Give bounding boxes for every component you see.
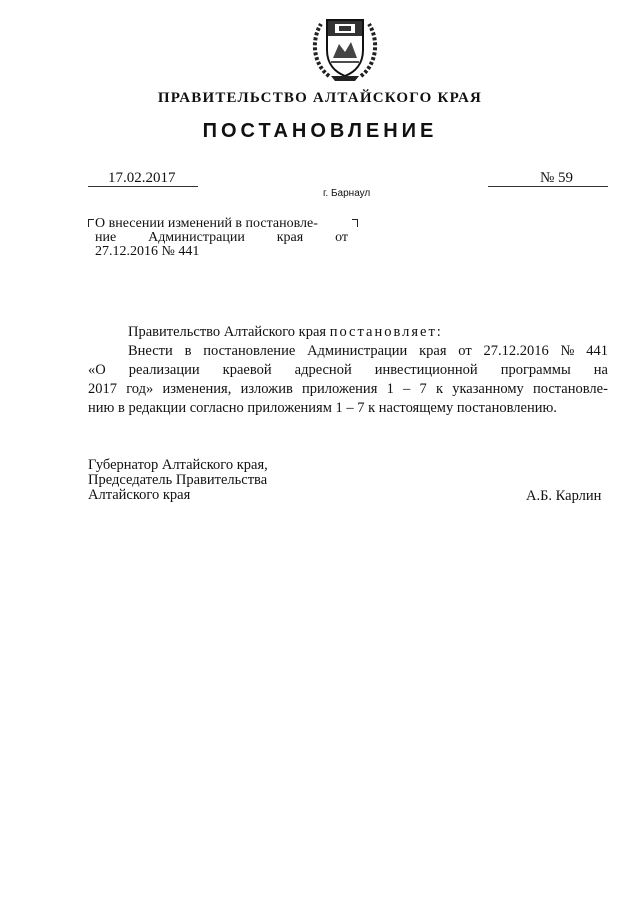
body-word: Внести bbox=[128, 343, 173, 359]
intro-spaced-word: постановляет bbox=[329, 324, 437, 340]
body-line: нию в редакции согласно приложениям 1 – 7 к настоящему постановлению. bbox=[88, 400, 557, 416]
subject-bracket-right bbox=[352, 219, 358, 227]
body-line bbox=[88, 380, 608, 399]
body-line bbox=[88, 361, 608, 380]
body-word: края bbox=[419, 343, 447, 359]
body-word: «О bbox=[88, 362, 106, 378]
body-word: постановле- bbox=[532, 381, 608, 397]
subject-word: ние bbox=[95, 230, 117, 245]
number-underline bbox=[488, 186, 608, 187]
intro-prefix: Правительство Алтайского края bbox=[128, 324, 330, 340]
position-line: Алтайского края bbox=[88, 487, 191, 503]
body-word: инвестиционной bbox=[374, 362, 478, 378]
document-number: № 59 bbox=[540, 170, 574, 186]
body-word: приложения bbox=[302, 381, 378, 397]
body-word: № bbox=[560, 343, 575, 359]
intro-suffix: : bbox=[436, 324, 441, 340]
subject-word: края bbox=[276, 230, 304, 245]
body-word: 441 bbox=[586, 343, 608, 359]
body-word: к bbox=[435, 381, 443, 397]
body-word: изменения, bbox=[162, 381, 232, 397]
subject-bracket-left bbox=[88, 219, 94, 227]
subject-word: Администрации bbox=[148, 230, 245, 245]
body-word: реализации bbox=[128, 362, 200, 378]
subject-word: от bbox=[335, 230, 348, 245]
coat-of-arms-emblem bbox=[309, 10, 381, 84]
body-word: постановление bbox=[203, 343, 296, 359]
body-word: 2017 bbox=[88, 381, 117, 397]
city-label: г. Барнаул bbox=[323, 188, 371, 199]
position-line: Губернатор Алтайского края, bbox=[88, 457, 268, 473]
signatory-position bbox=[88, 458, 268, 503]
body-word: в bbox=[184, 343, 192, 359]
body-word: Администрации bbox=[307, 343, 408, 359]
body-word: 27.12.2016 bbox=[483, 343, 549, 359]
body-word: 1 bbox=[386, 381, 394, 397]
document-subject bbox=[95, 217, 348, 259]
body-word: указанному bbox=[452, 381, 524, 397]
body-word: на bbox=[593, 362, 608, 378]
subject-line: О внесении изменений в постановле- bbox=[95, 216, 318, 231]
document-type-title: ПОСТАНОВЛЕНИЕ bbox=[202, 120, 438, 142]
subject-line bbox=[95, 231, 348, 245]
body-word: изложив bbox=[240, 381, 293, 397]
date-underline bbox=[88, 186, 198, 187]
body-word: краевой bbox=[222, 362, 272, 378]
subject-line: 27.12.2016 № 441 bbox=[95, 244, 200, 259]
organization-title: ПРАВИТЕЛЬСТВО АЛТАЙСКОГО КРАЯ bbox=[157, 90, 483, 106]
body-word: программы bbox=[500, 362, 571, 378]
body-line bbox=[88, 342, 608, 361]
body-word: – bbox=[403, 381, 411, 397]
signatory-name: А.Б. Карлин bbox=[526, 488, 602, 504]
document-date: 17.02.2017 bbox=[108, 170, 176, 186]
body-word: год» bbox=[126, 381, 154, 397]
body-intro bbox=[128, 323, 608, 342]
body-word: адресной bbox=[294, 362, 352, 378]
position-line: Председатель Правительства bbox=[88, 472, 268, 488]
document-body bbox=[88, 323, 608, 418]
body-word: 7 bbox=[419, 381, 427, 397]
body-word: от bbox=[458, 343, 472, 359]
